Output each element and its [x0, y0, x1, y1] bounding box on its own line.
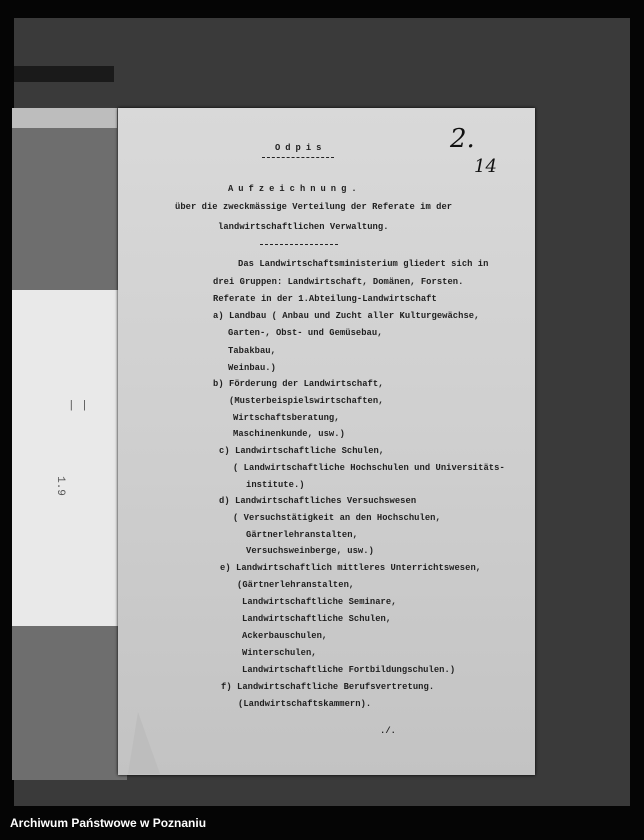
- text-line: Garten-, Obst- und Gemüsebau,: [228, 328, 383, 338]
- handwritten-number: 2.: [450, 124, 475, 154]
- text-line: institute.): [246, 480, 305, 490]
- document-title: Aufzeichnung.: [228, 184, 362, 194]
- text-line: Versuchsweinberge, usw.): [246, 546, 374, 556]
- text-line: (Landwirtschaftskammern).: [238, 699, 372, 709]
- title-underline: [260, 244, 338, 245]
- handwritten-page-number: 14: [474, 156, 497, 177]
- list-item: a) Landbau ( Anbau und Zucht aller Kulturgewächse,: [213, 311, 480, 321]
- paper-mark: 1.9: [53, 476, 66, 496]
- text-line: Weinbau.): [228, 363, 276, 373]
- text-line: Das Landwirtschaftsministerium gliedert sich in: [238, 259, 489, 269]
- list-item: d) Landwirtschaftliches Versuchswesen: [219, 496, 417, 506]
- text-line: Landwirtschaftliche Seminare,: [242, 597, 397, 607]
- list-item: b) Förderung der Landwirtschaft,: [213, 379, 384, 389]
- archive-credit: Archiwum Państwowe w Poznaniu: [10, 816, 207, 830]
- text-line: (Gärtnerlehranstalten,: [237, 580, 355, 590]
- list-item: c) Landwirtschaftliche Schulen,: [219, 446, 385, 456]
- text-line: Landwirtschaftliche Fortbildungschulen.): [242, 665, 456, 675]
- continuation-mark: ./.: [380, 726, 396, 736]
- text-line: Maschinenkunde, usw.): [233, 429, 345, 439]
- document-subtitle: landwirtschaftlichen Verwaltung.: [218, 222, 389, 232]
- underlying-paper-edge: [12, 108, 117, 128]
- text-line: Referate in der 1.Abteilung-Landwirtschaft: [213, 294, 437, 304]
- text-line: (Musterbeispielswirtschaften,: [229, 396, 384, 406]
- paper-mark: | |: [68, 400, 88, 412]
- text-line: Gärtnerlehranstalten,: [246, 530, 358, 540]
- scan-edge: [14, 66, 114, 82]
- document-heading: Odpis: [275, 143, 327, 153]
- text-line: Wirtschaftsberatung,: [233, 413, 340, 423]
- list-item: f) Landwirtschaftliche Berufsvertretung.: [221, 682, 435, 692]
- heading-underline: [262, 157, 334, 158]
- text-line: ( Versuchstätigkeit an den Hochschulen,: [233, 513, 441, 523]
- text-line: Landwirtschaftliche Schulen,: [242, 614, 392, 624]
- text-line: Ackerbauschulen,: [242, 631, 328, 641]
- text-line: Tabakbau,: [228, 346, 276, 356]
- text-line: ( Landwirtschaftliche Hochschulen und Universitäts-: [233, 463, 505, 473]
- document-subtitle: über die zweckmässige Verteilung der Referate im der: [175, 202, 453, 212]
- list-item: e) Landwirtschaftlich mittleres Unterrichtswesen,: [220, 563, 482, 573]
- page-fold: [128, 712, 160, 774]
- text-line: Winterschulen,: [242, 648, 317, 658]
- underlying-white-sheet: [12, 290, 125, 626]
- text-line: drei Gruppen: Landwirtschaft, Domänen, Forsten.: [213, 277, 464, 287]
